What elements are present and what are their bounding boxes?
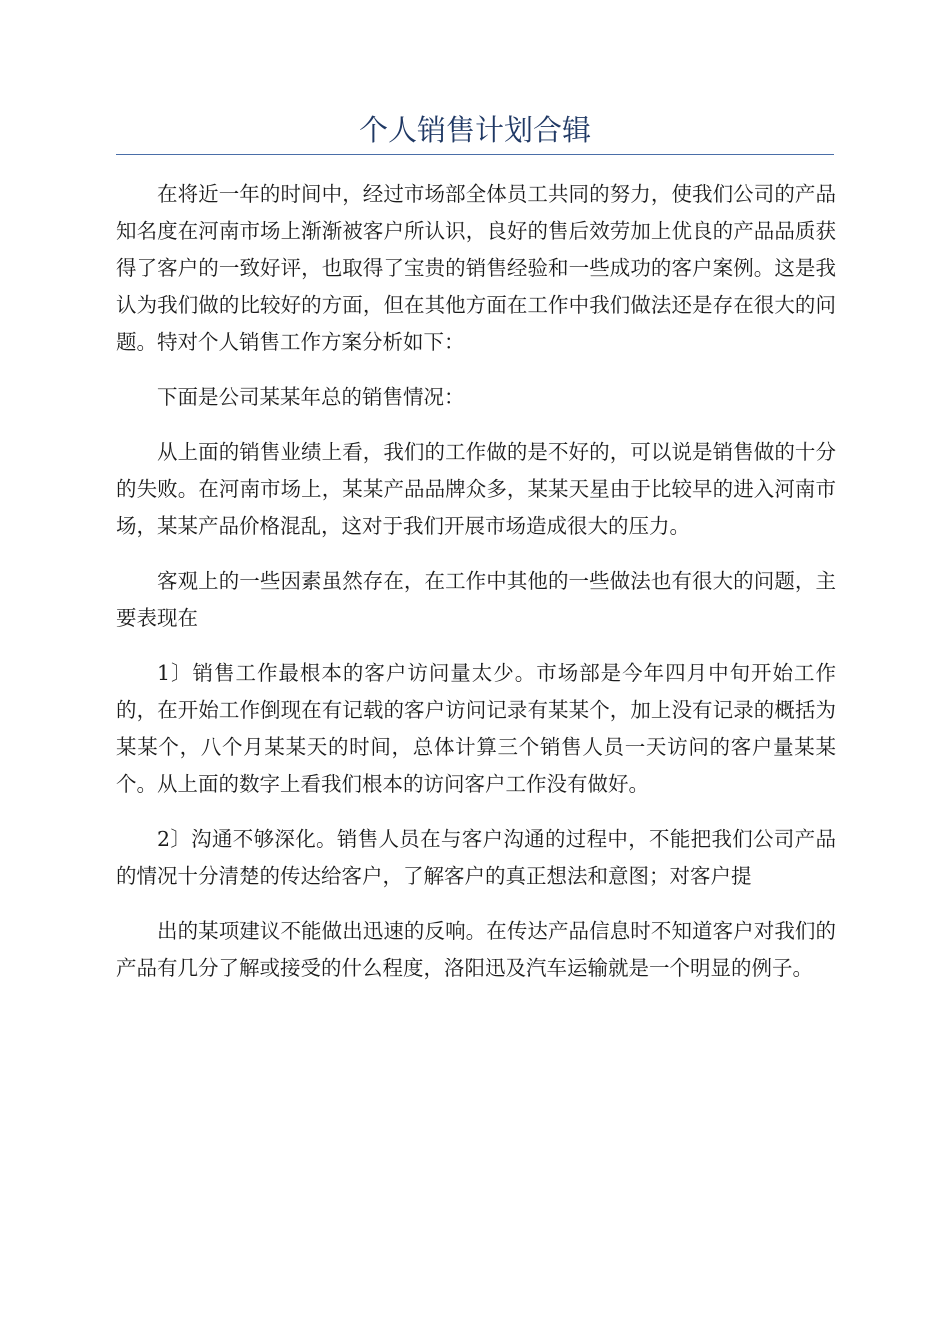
title-underline <box>116 154 834 155</box>
paragraph-sales-summary: 下面是公司某某年总的销售情况： <box>157 385 465 409</box>
document-title: 个人销售计划合辑 <box>358 113 591 147</box>
paragraph-intro: 在将近一年的时间中，经过市场部全体员工共同的努力，使我们公司的产品知名度在河南市场上渐渐被客户所认识，良好的售后效劳加上优良的产品品质获得了客户的一致好评，也取得了宝贵的销售经验和一些成功的客户案例。这是我认为我们做的比较好的方面，但在其他方面在工作中我们做法还是存在很大的问题。特对个人销售工作方案分析如下： <box>116 182 836 354</box>
paragraph-point-1: 1〕销售工作最根本的客户访问量太少。市场部是今年四月中旬开始工作的，在开始工作倒现在有记载的客户访问记录有某某个，加上没有记录的概括为某某个，八个月某某天的时间，总体计算三个销售人员一天访问的客户量某某个。从上面的数字上看我们根本的访问客户工作没有做好。 <box>116 661 836 796</box>
document-body <box>116 176 836 1005</box>
paragraph-point-2: 2〕沟通不够深化。销售人员在与客户沟通的过程中，不能把我们公司产品的情况十分清楚的传达给客户，了解客户的真正想法和意图；对客户提 <box>116 827 836 888</box>
paragraph-performance: 从上面的销售业绩上看，我们的工作做的是不好的，可以说是销售做的十分的失败。在河南市场上，某某产品品牌众多，某某天星由于比较早的进入河南市场，某某产品价格混乱，这对于我们开展市场造成很大的压力。 <box>116 440 836 538</box>
paragraph-problems: 客观上的一些因素虽然存在，在工作中其他的一些做法也有很大的问题，主要表现在 <box>116 569 836 630</box>
paragraph-point-2-continued: 出的某项建议不能做出迅速的反响。在传达产品信息时不知道客户对我们的产品有几分了解或接受的什么程度，洛阳迅及汽车运输就是一个明显的例子。 <box>116 919 836 980</box>
